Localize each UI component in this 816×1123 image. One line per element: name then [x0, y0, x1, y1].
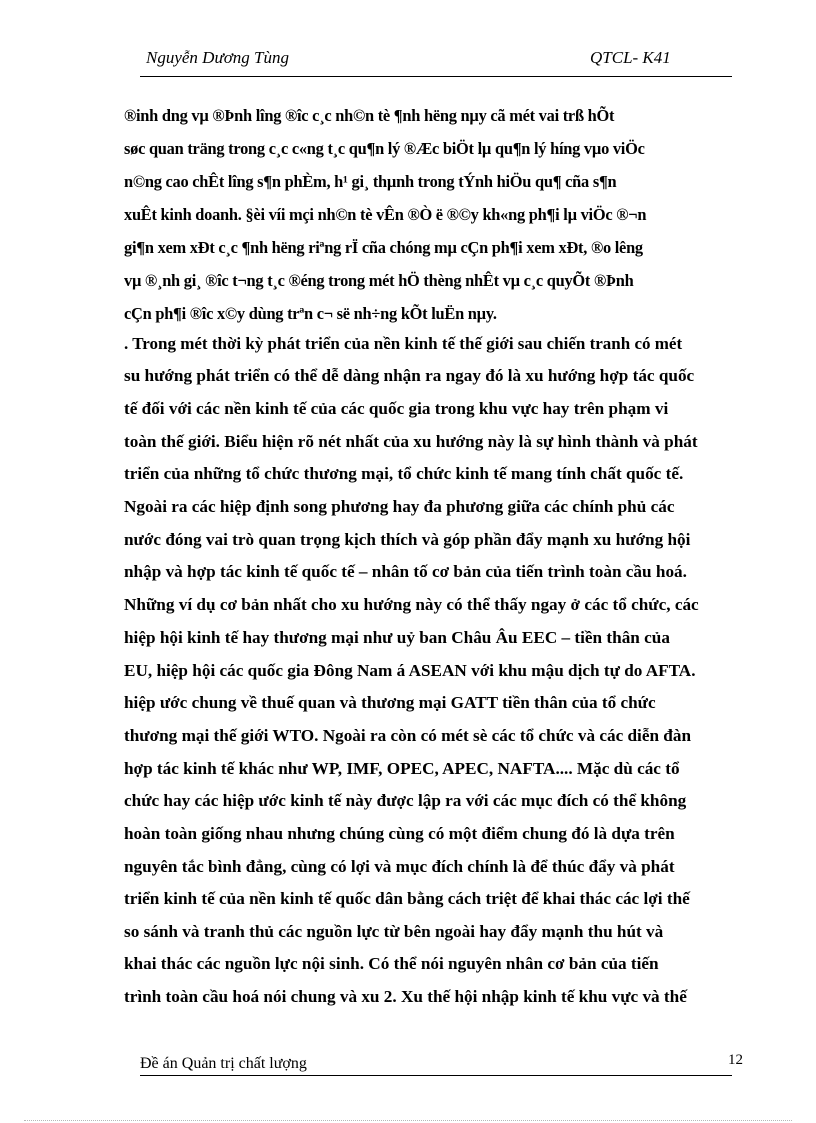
footer-rule: [140, 1075, 732, 1076]
body-line: su hướng phát triển có thể dễ dàng nhận ra ngay đó là xu hướng hợp tác quốc: [124, 366, 695, 385]
body-line: hợp tác kinh tế khác như WP, IMF, OPEC, APEC, NAFTA.... Mặc dù các tổ: [124, 759, 680, 778]
body-line: xuÊt kinh doanh. §èi víi mçi nh©n tè vÊn ®Ò ë ®©y kh«ng ph¶i lµ viÖc ®¬n: [124, 205, 647, 224]
body-line: hoàn toàn giống nhau nhưng chúng cùng có một điểm chung đó là dựa trên: [124, 824, 675, 843]
header-rule: [140, 76, 732, 77]
page-edge-divider: [24, 1120, 792, 1121]
body-line: tế đối với các nền kinh tế của các quốc gia trong khu vực hay trên phạm vi: [124, 399, 669, 418]
header-class-code: QTCL- K41: [590, 48, 671, 67]
body-line: hiệp ước chung về thuế quan và thương mại GATT tiền thân của tổ chức: [124, 693, 656, 712]
body-line: . Trong mét thời kỳ phát triển của nền kinh tế thế giới sau chiến tranh có mét: [124, 334, 683, 353]
body-line: vµ ®¸nh gi¸ ®îc t¬ng t¸c ®éng trong mét hÖ thèng nhÊt vµ c¸c quyÕt ®Þnh: [124, 271, 634, 290]
body-line: triển kinh tế của nền kinh tế quốc dân bằng cách triệt để khai thác các lợi thế: [124, 889, 690, 908]
body-line: khai thác các nguồn lực nội sinh. Có thể nói nguyên nhân cơ bản của tiến: [124, 954, 659, 973]
body-line: gi¶n xem xÐt c¸c ¶nh hëng riªng rÏ cña chóng mµ cÇn ph¶i xem xÐt, ®o lêng: [124, 238, 643, 257]
body-line: nước đóng vai trò quan trọng kịch thích và góp phần đẩy mạnh xu hướng hội: [124, 530, 691, 549]
body-line: Ngoài ra các hiệp định song phương hay đa phương giữa các chính phủ các: [124, 497, 675, 516]
body-line: toàn thế giới. Biểu hiện rõ nét nhất của xu hướng này là sự hình thành và phát: [124, 432, 698, 451]
body-line: cÇn ph¶i ®îc x©y dùng trªn c¬ së nh÷ng kÕt luËn nµy.: [124, 304, 497, 323]
page-number: 12: [728, 1052, 743, 1068]
body-line: trình toàn cầu hoá nói chung và xu 2. Xu thế hội nhập kinh tế khu vực và thế: [124, 987, 687, 1006]
body-line: Những ví dụ cơ bản nhất cho xu hướng này có thể thấy ngay ở các tổ chức, các: [124, 595, 699, 614]
body-line: EU, hiệp hội các quốc gia Đông Nam á ASEAN với khu mậu dịch tự do AFTA.: [124, 661, 696, 680]
footer-title: Đề án Quản trị chất lượng: [140, 1055, 307, 1072]
body-line: triển của những tổ chức thương mại, tổ chức kinh tế mang tính chất quốc tế.: [124, 464, 684, 483]
body-line: so sánh và tranh thủ các nguồn lực từ bên ngoài hay đẩy mạnh thu hút và: [124, 922, 664, 941]
body-line: n©ng cao chÊt lîng s¶n phÈm, h¹ gi¸ thµnh trong tÝnh hiÖu qu¶ cña s¶n: [124, 172, 617, 191]
body-line: nhập và hợp tác kinh tế quốc tế – nhân tố cơ bản của tiến trình toàn cầu hoá.: [124, 562, 687, 581]
body-line: thương mại thế giới WTO. Ngoài ra còn có mét sè các tổ chức và các diễn đàn: [124, 726, 692, 745]
header-author: Nguyễn Dương Tùng: [146, 48, 290, 67]
body-line: chức hay các hiệp ước kinh tế này được lập ra với các mục đích có thể không: [124, 791, 687, 810]
body-line: nguyên tắc bình đẳng, cùng có lợi và mục đích chính là để thúc đẩy và phát: [124, 857, 675, 876]
body-line: søc quan träng trong c¸c c«ng t¸c qu¶n lý ®Æc biÖt lµ qu¶n lý híng vµo viÖc: [124, 139, 645, 158]
body-line: hiệp hội kinh tế hay thương mại như uỷ ban Châu Âu EEC – tiền thân của: [124, 628, 670, 647]
body-line: ®inh dng vµ ®Þnh lîng ®îc c¸c nh©n tè ¶nh hëng nµy cã mét vai trß hÕt: [124, 106, 615, 125]
